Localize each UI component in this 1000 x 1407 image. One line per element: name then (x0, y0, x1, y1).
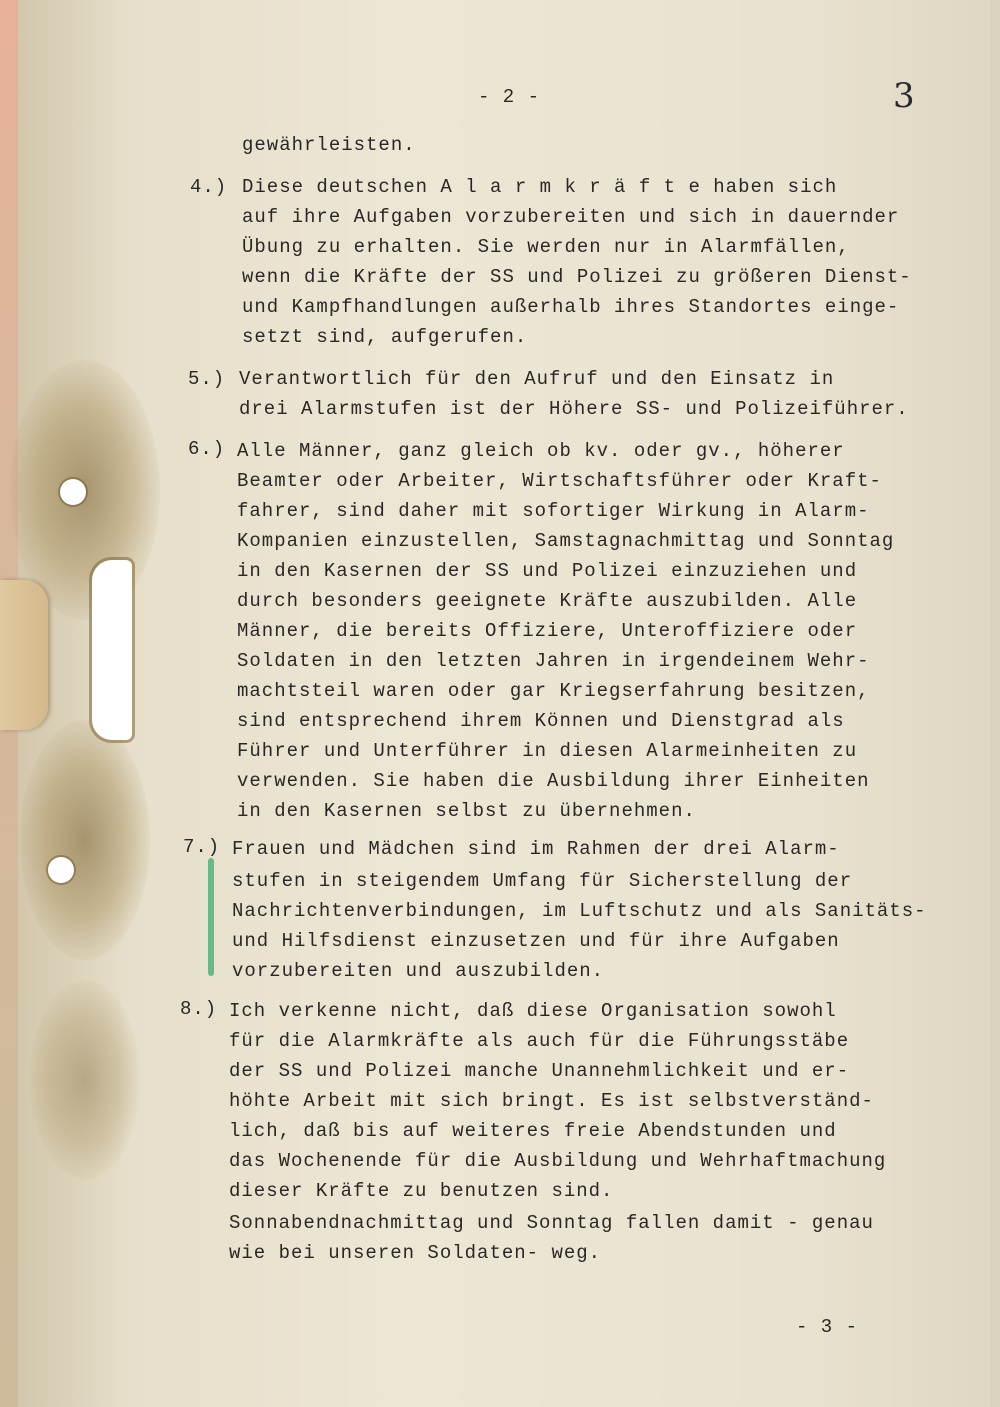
margin-highlight-mark (208, 858, 214, 976)
text-line: stufen in steigendem Umfang für Sicherstellung der (232, 870, 853, 892)
text-line: Übung zu erhalten. Sie werden nur in Alarmfällen, (242, 236, 850, 258)
text-line: lich, daß bis auf weiteres freie Abendstunden und (229, 1120, 837, 1142)
paragraph-number: 6.) (188, 438, 226, 460)
rust-stain (20, 720, 150, 960)
text-line: Sonnabendnachmittag und Sonntag fallen damit - genau (229, 1212, 874, 1234)
text-line: wie bei unseren Soldaten- weg. (229, 1242, 602, 1264)
next-page-number: - 3 - (796, 1316, 859, 1338)
paragraph-number: 4.) (190, 176, 228, 198)
paragraph-number: 8.) (180, 998, 218, 1020)
sheet-number: 3 (893, 76, 915, 116)
text-line: für die Alarmkräfte als auch für die Führungsstäbe (229, 1030, 850, 1052)
text-line: Alle Männer, ganz gleich ob kv. oder gv., höherer (237, 440, 845, 462)
text-line: sind entsprechend ihrem Können und Dienstgrad als (237, 710, 845, 732)
text-line: setzt sind, aufgerufen. (242, 326, 528, 348)
binder-cutout (92, 560, 132, 740)
text-line: durch besonders geeignete Kräfte auszubilden. Alle (237, 590, 858, 612)
text-line: höhte Arbeit mit sich bringt. Es ist selbstverständ- (229, 1090, 874, 1112)
text-line: verwenden. Sie haben die Ausbildung ihrer Einheiten (237, 770, 870, 792)
text-line: wenn die Kräfte der SS und Polizei zu größeren Dienst- (242, 266, 912, 288)
rust-stain (30, 980, 140, 1180)
text-line: und Kampfhandlungen außerhalb ihres Standortes einge- (242, 296, 900, 318)
text-line: fahrer, sind daher mit sofortiger Wirkung in Alarm- (237, 500, 870, 522)
paragraph-number: 5.) (188, 368, 226, 390)
text-line: drei Alarmstufen ist der Höhere SS- und Polizeiführer. (239, 398, 909, 420)
text-line: in den Kasernen selbst zu übernehmen. (237, 800, 696, 822)
text-line: Diese deutschen A l a r m k r ä f t e haben sich (242, 176, 838, 198)
punch-hole (48, 857, 74, 883)
punch-hole (60, 479, 86, 505)
text-line: auf ihre Aufgaben vorzubereiten und sich in dauernder (242, 206, 900, 228)
folded-corner (0, 580, 48, 730)
text-line: der SS und Polizei manche Unannehmlichkeit und er- (229, 1060, 850, 1082)
text-line: dieser Kräfte zu benutzen sind. (229, 1180, 614, 1202)
text-line: Ich verkenne nicht, daß diese Organisation sowohl (229, 1000, 837, 1022)
text-line: und Hilfsdienst einzusetzen und für ihre Aufgaben (232, 930, 840, 952)
text-line: Kompanien einzustellen, Samstagnachmittag und Sonntag (237, 530, 895, 552)
text-line: das Wochenende für die Ausbildung und Wehrhaftmachung (229, 1150, 887, 1172)
text-line: Nachrichtenverbindungen, im Luftschutz und als Sanitäts- (232, 900, 927, 922)
page-number: - 2 - (478, 86, 541, 108)
continuation-line: gewährleisten. (242, 134, 416, 156)
text-line: Soldaten in den letzten Jahren in irgendeinem Wehr- (237, 650, 870, 672)
text-line: Frauen und Mädchen sind im Rahmen der drei Alarm- (232, 838, 840, 860)
text-line: in den Kasernen der SS und Polizei einzuziehen und (237, 560, 858, 582)
text-line: Männer, die bereits Offiziere, Unteroffiziere oder (237, 620, 858, 642)
text-line: machtsteil waren oder gar Kriegserfahrung besitzen, (237, 680, 870, 702)
text-line: Führer und Unterführer in diesen Alarmeinheiten zu (237, 740, 858, 762)
text-line: Verantwortlich für den Aufruf und den Einsatz in (239, 368, 835, 390)
paragraph-number: 7.) (183, 836, 221, 858)
text-line: Beamter oder Arbeiter, Wirtschaftsführer oder Kraft- (237, 470, 882, 492)
text-line: vorzubereiten und auszubilden. (232, 960, 605, 982)
